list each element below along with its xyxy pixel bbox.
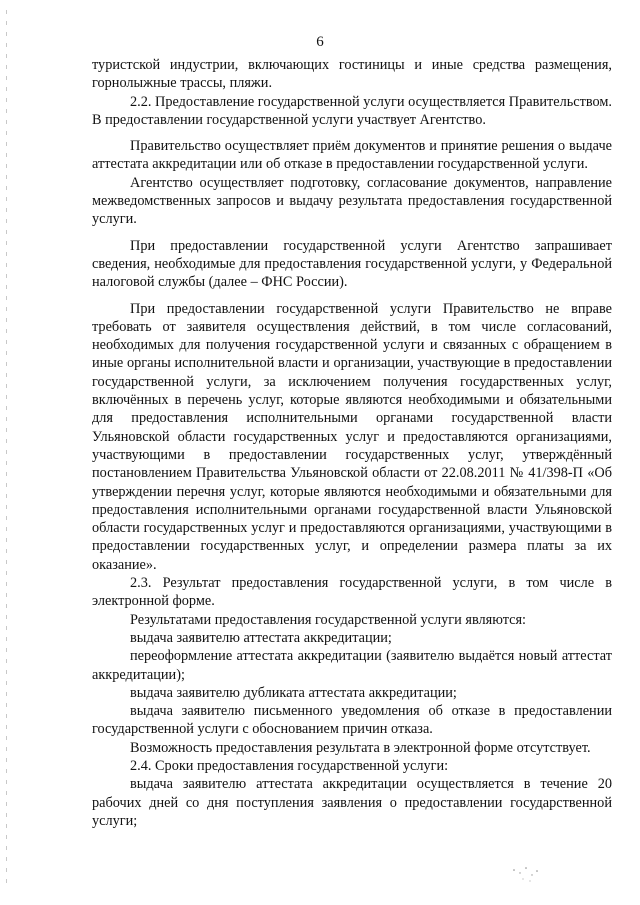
page-number: 6 bbox=[316, 34, 324, 50]
paragraph-continuation: туристской индустрии, включающих гостиницы и иные средства размещения, горнолыжные трассы, пляжи. bbox=[92, 57, 612, 92]
paragraph-results-intro: Результатами предоставления государственной услуги являются: bbox=[130, 611, 527, 628]
list-item-result: переоформление аттестата аккредитации (заявителю выдаётся новый аттестат аккредитации); bbox=[92, 648, 612, 683]
paragraph-agency-duties: Агентство осуществляет подготовку, согласование документов, направление межведомственных запросов и выдачу результата предоставления государственной услуги. bbox=[92, 174, 612, 228]
paragraph-deadline: выдача заявителю аттестата аккредитации осуществляется в течение 20 рабочих дней со дня поступления заявления о предоставлении государственной услуги; bbox=[92, 776, 612, 829]
scan-specks bbox=[506, 860, 546, 890]
paragraph-government-duties: Правительство осуществляет приём документов и принятие решения о выдаче аттестата аккредитации или об отказе в предоставлении государственной услуги. bbox=[92, 138, 612, 173]
scan-edge-mark bbox=[6, 10, 7, 890]
paragraph-2-3: 2.3. Результат предоставления государственной услуги, в том числе в электронной форме. bbox=[92, 575, 612, 610]
document-body bbox=[92, 56, 612, 830]
paragraph-2-4: 2.4. Сроки предоставления государственной услуги: bbox=[130, 757, 449, 774]
list-item-result: выдача заявителю письменного уведомления об отказе в предоставлении государственной услуги с обоснованием причин отказа. bbox=[92, 703, 612, 738]
paragraph-fns-request: При предоставлении государственной услуги Агентство запрашивает сведения, необходимые для предоставления государственной услуги, у Федеральной налоговой службы (далее – ФНС России). bbox=[92, 237, 612, 291]
list-item-result: выдача заявителю дубликата аттестата аккредитации; bbox=[130, 684, 457, 701]
paragraph-2-2: 2.2. Предоставление государственной услуги осуществляется Правительством. В предоставлении государственной услуги участвует Агентство. bbox=[92, 93, 613, 128]
paragraph-electronic-form: Возможность предоставления результата в электронной форме отсутствует. bbox=[130, 739, 591, 756]
list-item-result: выдача заявителю аттестата аккредитации; bbox=[130, 629, 392, 646]
paragraph-restrictions: При предоставлении государственной услуги Правительство не вправе требовать от заявителя осуществления действий, в том числе согласований, необходимых для получения государственной услуги и связанных с обращением в иные органы исполнительной власти и организации, участвующие в предоставлении государственной услуги, за исключением получения государственных услуг, включённых в перечень услуг, которые являются необходимыми и обязательными для предоставления исполнительными органами государственной власти Ульяновской области государственных услуг и предоставляются организациями, участвующими в предоставлении государственных услуг, утверждённый постановлением Правительства Ульяновской области от 22.08.2011 № 41/398-П «Об утверждении перечня услуг, которые являются необходимыми и обязательными для предоставления исполнительными органами государственной власти Ульяновской области государственных услуг и предоставляются организациями, участвующими в предоставлении государственных услуг, и определении размера платы за их оказание». bbox=[92, 300, 612, 573]
